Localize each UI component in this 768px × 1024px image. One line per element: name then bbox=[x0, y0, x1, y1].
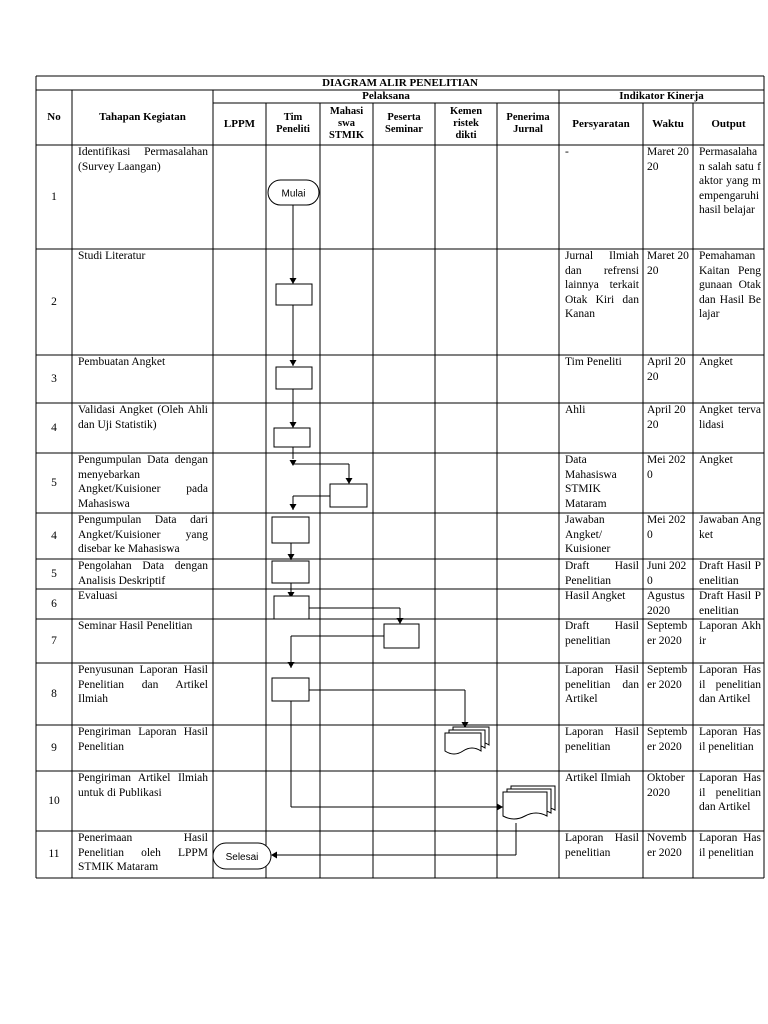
header-peserta: Peserta Seminar bbox=[385, 112, 423, 135]
end-terminator-label: Selesai bbox=[225, 852, 259, 863]
row-requirement: Data Mahasiswa STMIK Mataram bbox=[565, 454, 617, 510]
header-penerima: Penerima Jurnal bbox=[506, 112, 550, 135]
header-persyaratan: Persyaratan bbox=[572, 117, 630, 130]
row-activity: Pengiriman Artikel Ilmiah untuk di Publikasi bbox=[78, 772, 208, 799]
process-box bbox=[272, 517, 309, 543]
row-number: 11 bbox=[48, 848, 60, 861]
row-output: Jawaban Angket bbox=[699, 514, 761, 541]
row-requirement: - bbox=[565, 146, 569, 158]
row-time: April 2020 bbox=[647, 356, 686, 383]
row-activity: Seminar Hasil Penelitian bbox=[78, 620, 193, 632]
row-output: Permasalahan salah satu faktor yang mempengaruhi hasil belajar bbox=[699, 146, 761, 216]
row-number: 9 bbox=[51, 741, 57, 754]
row-time: November 2020 bbox=[647, 832, 687, 859]
row-activity: Pengolahan Data dengan Analisis Deskriptif bbox=[78, 560, 208, 587]
row-output: Laporan Hasil penelitian dan Artikel bbox=[699, 772, 761, 813]
row-time: September 2020 bbox=[647, 664, 688, 691]
header-waktu: Waktu bbox=[652, 117, 684, 130]
row-activity: Pengumpulan Data dari Angket/Kuisioner yang disebar ke Mahasiswa bbox=[78, 514, 208, 555]
row-activity: Studi Literatur bbox=[78, 250, 146, 262]
start-terminator-label: Mulai bbox=[281, 188, 306, 200]
row-time: September 2020 bbox=[647, 726, 688, 753]
row-time: Maret 2020 bbox=[647, 250, 689, 277]
row-requirement: Laporan Hasil penelitian dan Artikel bbox=[565, 664, 639, 705]
arrow-head bbox=[290, 504, 297, 510]
table-title: DIAGRAM ALIR PENELITIAN bbox=[322, 76, 478, 89]
row-output: Laporan Hasil penelitian bbox=[699, 832, 761, 859]
row-requirement: Draft Hasil penelitian bbox=[565, 620, 639, 647]
row-output: Laporan Akhir bbox=[699, 620, 761, 647]
header-tim-peneliti: Tim Peneliti bbox=[276, 112, 310, 135]
document-stack-icon bbox=[503, 792, 547, 819]
row-activity: Pembuatan Angket bbox=[78, 356, 166, 368]
row-output: Angket tervalidasi bbox=[699, 404, 761, 431]
row-time: Agustus 2020 bbox=[647, 590, 685, 617]
row-time: Mei 2020 bbox=[647, 514, 686, 541]
row-number: 5 bbox=[51, 476, 57, 489]
header-no: No bbox=[47, 111, 61, 124]
arrow-head bbox=[290, 360, 297, 366]
header-pelaksana: Pelaksana bbox=[362, 90, 410, 103]
row-number: 8 bbox=[51, 687, 57, 700]
row-output: Laporan Hasil penelitian bbox=[699, 726, 761, 753]
document-stack-icon bbox=[445, 733, 481, 754]
row-output: Angket bbox=[699, 356, 733, 368]
row-output: Pemahaman Kaitan Penggunaan Otak dan Hasil Belajar bbox=[699, 250, 761, 320]
process-box bbox=[276, 284, 312, 305]
arrow-head bbox=[288, 554, 295, 560]
row-activity: Identifikasi Permasalahan (Survey Laangan) bbox=[78, 146, 208, 173]
row-number: 5 bbox=[51, 567, 57, 580]
row-requirement: Artikel Ilmiah bbox=[565, 772, 631, 784]
arrow-head bbox=[397, 618, 404, 624]
row-output: Angket bbox=[699, 454, 733, 466]
row-number: 10 bbox=[48, 794, 60, 807]
row-time: Oktober 2020 bbox=[647, 772, 685, 799]
row-activity: Pengumpulan Data dengan menyebarkan Angket/Kuisioner pada Mahasiswa bbox=[78, 454, 208, 510]
row-output: Draft Hasil Penelitian bbox=[699, 590, 761, 617]
arrow-head bbox=[497, 804, 503, 811]
row-activity: Evaluasi bbox=[78, 590, 118, 602]
header-indikator: Indikator Kinerja bbox=[619, 90, 704, 103]
arrow-head bbox=[346, 478, 353, 484]
row-activity: Penerimaan Hasil Penelitian oleh LPPM STMIK Mataram bbox=[78, 832, 208, 873]
process-box bbox=[384, 624, 419, 648]
row-requirement: Jawaban Angket/ Kuisioner bbox=[565, 514, 611, 555]
row-requirement: Hasil Angket bbox=[565, 590, 626, 602]
row-requirement: Ahli bbox=[565, 404, 586, 416]
row-time: Mei 2020 bbox=[647, 454, 686, 481]
row-number: 1 bbox=[51, 190, 57, 203]
row-activity: Penyusunan Laporan Hasil Penelitian dan Artikel Ilmiah bbox=[78, 664, 208, 705]
header-mahasiswa: Mahasi swa STMIK bbox=[328, 106, 364, 141]
row-activity: Pengiriman Laporan Hasil Penelitian bbox=[78, 726, 208, 753]
header-output: Output bbox=[711, 117, 746, 130]
arrow-head bbox=[290, 422, 297, 428]
header-kemenristek: Kemen ristek dikti bbox=[449, 106, 483, 141]
row-time: September 2020 bbox=[647, 620, 688, 647]
row-number: 6 bbox=[51, 597, 57, 610]
row-requirement: Draft Hasil Penelitian bbox=[565, 560, 639, 587]
row-time: Maret 2020 bbox=[647, 146, 689, 173]
process-box bbox=[330, 484, 367, 507]
row-output: Laporan Hasil penelitian dan Artikel bbox=[699, 664, 761, 705]
process-box bbox=[276, 367, 312, 389]
header-lppm: LPPM bbox=[223, 118, 256, 130]
row-number: 4 bbox=[51, 421, 57, 434]
row-number: 4 bbox=[51, 529, 57, 542]
row-requirement: Laporan Hasil penelitian bbox=[565, 832, 639, 859]
process-box bbox=[272, 678, 309, 701]
row-number: 2 bbox=[51, 295, 57, 308]
process-box bbox=[272, 561, 309, 583]
header-tahapan: Tahapan Kegiatan bbox=[99, 111, 186, 124]
arrow-head bbox=[288, 662, 295, 668]
process-box bbox=[274, 428, 310, 447]
row-time: Juni 2020 bbox=[647, 560, 687, 587]
process-box bbox=[274, 596, 309, 619]
row-number: 7 bbox=[51, 634, 57, 647]
arrow-head bbox=[271, 852, 277, 859]
row-time: April 2020 bbox=[647, 404, 686, 431]
row-requirement: Tim Peneliti bbox=[565, 356, 622, 368]
arrow-head bbox=[290, 278, 297, 284]
row-requirement: Laporan Hasil penelitian bbox=[565, 726, 639, 753]
row-output: Draft Hasil Penelitian bbox=[699, 560, 761, 587]
row-requirement: Jurnal Ilmiah dan refrensi lainnya terkait Otak Kiri dan Kanan bbox=[565, 250, 639, 320]
arrow-head bbox=[290, 460, 297, 466]
row-activity: Validasi Angket (Oleh Ahli dan Uji Statistik) bbox=[78, 404, 208, 431]
row-number: 3 bbox=[51, 372, 57, 385]
